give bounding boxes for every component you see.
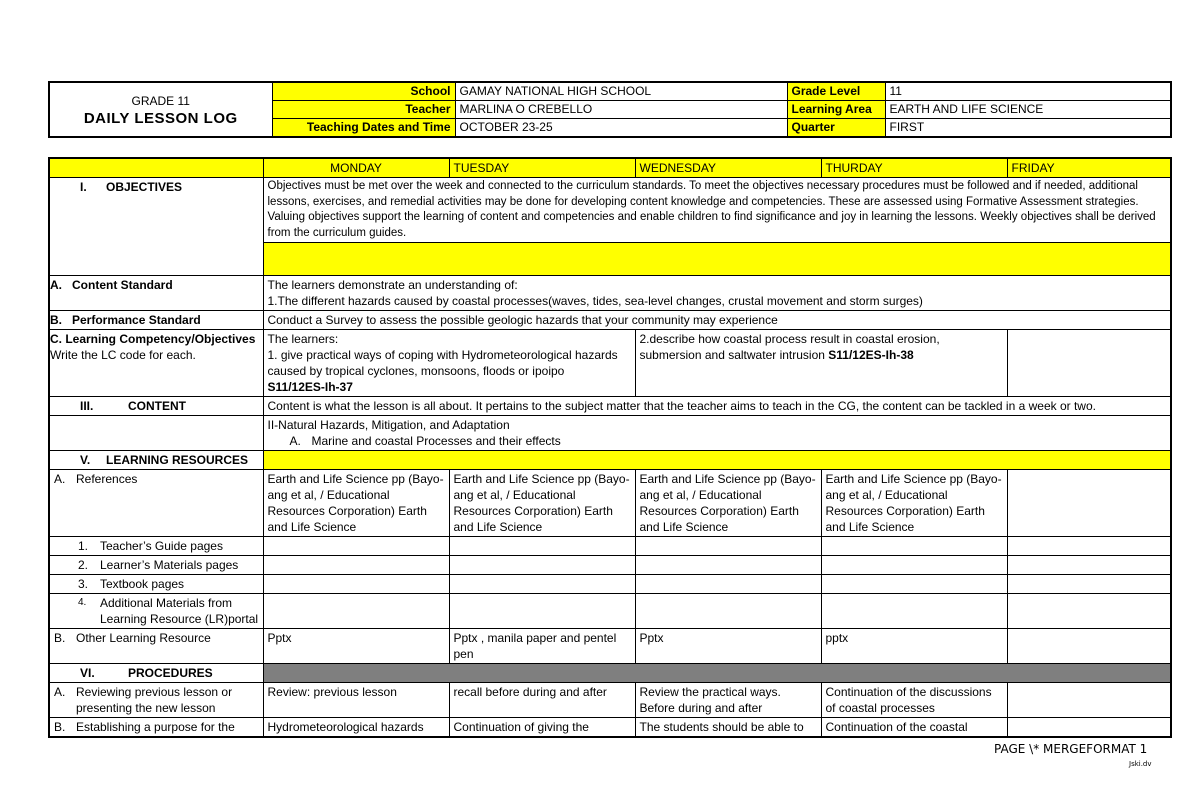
reference-tuesday: Earth and Life Science pp (Bayo-ang et al, / Educational Resources Corporation) Earth and Life Science	[449, 470, 635, 537]
other-resource-thursday: pptx	[821, 629, 1007, 664]
reference-monday: Earth and Life Science pp (Bayo-ang et al, / Educational Resources Corporation) Earth and Life Science	[263, 470, 449, 537]
cell	[263, 537, 449, 556]
objectives-yellow-bar	[263, 243, 1171, 276]
procedures-gray-bar	[263, 664, 1171, 683]
procedure-purpose-monday: Hydrometeorological hazards	[263, 718, 449, 738]
content-topic-blank	[49, 416, 263, 451]
procedure-review-thursday: Continuation of the discussions of coastal processes	[821, 683, 1007, 718]
competency-label: C. Learning Competency/Objectives Write the LC code for each.	[49, 330, 263, 397]
day-friday: FRIDAY	[1007, 158, 1171, 178]
procedure-label-review: A. Reviewing previous lesson or presenting the new lesson	[49, 683, 263, 718]
dates-value: OCTOBER 23-25	[455, 119, 787, 138]
page-footer: PAGE \* MERGEFORMAT 1	[994, 742, 1148, 756]
cell	[263, 575, 449, 594]
competency-left: The learners: 1. give practical ways of coping with Hydrometeorological hazards caused by tropical cyclones, monsoons, floods or ipoipo S11/12ES-Ih-37	[263, 330, 635, 397]
procedure-purpose-friday	[1007, 718, 1171, 738]
learning-area-value: EARTH AND LIFE SCIENCE	[885, 101, 1171, 119]
cell	[635, 594, 821, 629]
cell	[449, 537, 635, 556]
cell	[1007, 594, 1171, 629]
reference-wednesday: Earth and Life Science pp (Bayo-ang et al, / Educational Resources Corporation) Earth and Life Science	[635, 470, 821, 537]
procedure-purpose-wednesday: The students should be able to	[635, 718, 821, 738]
footer-sub: Jski.dv	[1129, 760, 1152, 768]
cell	[635, 575, 821, 594]
header-table	[48, 81, 1172, 138]
day-header-row	[49, 158, 1171, 178]
sub-item-additional-materials: 4. Additional Materials from Learning Resource (LR)portal	[49, 594, 263, 629]
sub-item-learners-materials: 2. Learner’s Materials pages	[49, 556, 263, 575]
content-description: Content is what the lesson is all about. It pertains to the subject matter that the teacher aims to teach in the CG, the content can be tackled in a week or two.	[263, 397, 1171, 416]
procedures-heading: VI. PROCEDURES	[49, 664, 263, 683]
cell	[1007, 556, 1171, 575]
lesson-log-table	[48, 157, 1172, 738]
quarter-value: FIRST	[885, 119, 1171, 138]
document-title: DAILY LESSON LOG	[83, 109, 238, 127]
procedure-purpose-thursday: Continuation of the coastal	[821, 718, 1007, 738]
cell	[1007, 575, 1171, 594]
other-resource-monday: Pptx	[263, 629, 449, 664]
cell	[821, 556, 1007, 575]
cell	[449, 575, 635, 594]
objectives-text: Objectives must be met over the week and connected to the curriculum standards. To meet the objectives necessary procedures must be followed and if needed, additional lessons, exercises, and remedial activities may be done for developing content knowledge and competencies. These are assessed using Formative Assessment strategies. Valuing objectives support the learning of content and competencies and enable children to find significance and joy in learning the lessons. Weekly objectives shall be derived from the curriculum guides.	[263, 178, 1171, 243]
day-thursday: THURDAY	[821, 158, 1007, 178]
cell	[821, 537, 1007, 556]
other-resource-label: B. Other Learning Resource	[49, 629, 263, 664]
quarter-label: Quarter	[787, 119, 885, 138]
dates-label: Teaching Dates and Time	[272, 119, 455, 138]
other-resource-tuesday: Pptx , manila paper and pentel pen	[449, 629, 635, 664]
grade-level-label: Grade Level	[787, 82, 885, 101]
procedure-review-wednesday: Review the practical ways. Before during and after	[635, 683, 821, 718]
title-cell	[49, 82, 272, 137]
competency-friday	[1007, 330, 1171, 397]
teacher-value: MARLINA O CREBELLO	[455, 101, 787, 119]
day-wednesday: WEDNESDAY	[635, 158, 821, 178]
reference-friday	[1007, 470, 1171, 537]
objectives-heading: I. OBJECTIVES	[49, 178, 263, 276]
day-tuesday: TUESDAY	[449, 158, 635, 178]
school-label: School	[272, 82, 455, 101]
learning-area-label: Learning Area	[787, 101, 885, 119]
resources-yellow-bar	[263, 451, 1171, 470]
sub-item-teachers-guide: 1. Teacher’s Guide pages	[49, 537, 263, 556]
teacher-label: Teacher	[272, 101, 455, 119]
grade-level-value: 11	[885, 82, 1171, 101]
cell	[635, 556, 821, 575]
cell	[635, 537, 821, 556]
competency-right: 2.describe how coastal process result in coastal erosion, submersion and saltwater intrusion S11/12ES-Ih-38	[635, 330, 1007, 397]
performance-standard-label: B. Performance Standard	[49, 311, 263, 330]
cell	[1007, 537, 1171, 556]
content-standard-text: The learners demonstrate an understanding of: 1.The different hazards caused by coastal processes(waves, tides, sea-level changes, crustal movement and storm surges)	[263, 276, 1171, 311]
procedure-label-purpose: B. Establishing a purpose for the	[49, 718, 263, 738]
content-standard-label: A. Content Standard	[49, 276, 263, 311]
performance-standard-text: Conduct a Survey to assess the possible geologic hazards that your community may experience	[263, 311, 1171, 330]
cell	[821, 594, 1007, 629]
cell	[449, 594, 635, 629]
procedure-purpose-tuesday: Continuation of giving the	[449, 718, 635, 738]
procedure-review-tuesday: recall before during and after	[449, 683, 635, 718]
day-header-blank	[49, 158, 263, 178]
cell	[449, 556, 635, 575]
references-label: A. References	[49, 470, 263, 537]
content-heading: III. CONTENT	[49, 397, 263, 416]
cell	[821, 575, 1007, 594]
school-value: GAMAY NATIONAL HIGH SCHOOL	[455, 82, 787, 101]
procedure-review-monday: Review: previous lesson	[263, 683, 449, 718]
cell	[263, 556, 449, 575]
day-monday: MONDAY	[263, 158, 449, 178]
procedure-review-friday	[1007, 683, 1171, 718]
reference-thursday: Earth and Life Science pp (Bayo-ang et al, / Educational Resources Corporation) Earth and Life Science	[821, 470, 1007, 537]
other-resource-wednesday: Pptx	[635, 629, 821, 664]
content-topic: II-Natural Hazards, Mitigation, and Adaptation A. Marine and coastal Processes and their effects	[263, 416, 1171, 451]
cell	[263, 594, 449, 629]
other-resource-friday	[1007, 629, 1171, 664]
resources-heading: V. LEARNING RESOURCES	[49, 451, 263, 470]
sub-item-textbook: 3. Textbook pages	[49, 575, 263, 594]
grade-label: GRADE 11	[131, 93, 190, 108]
